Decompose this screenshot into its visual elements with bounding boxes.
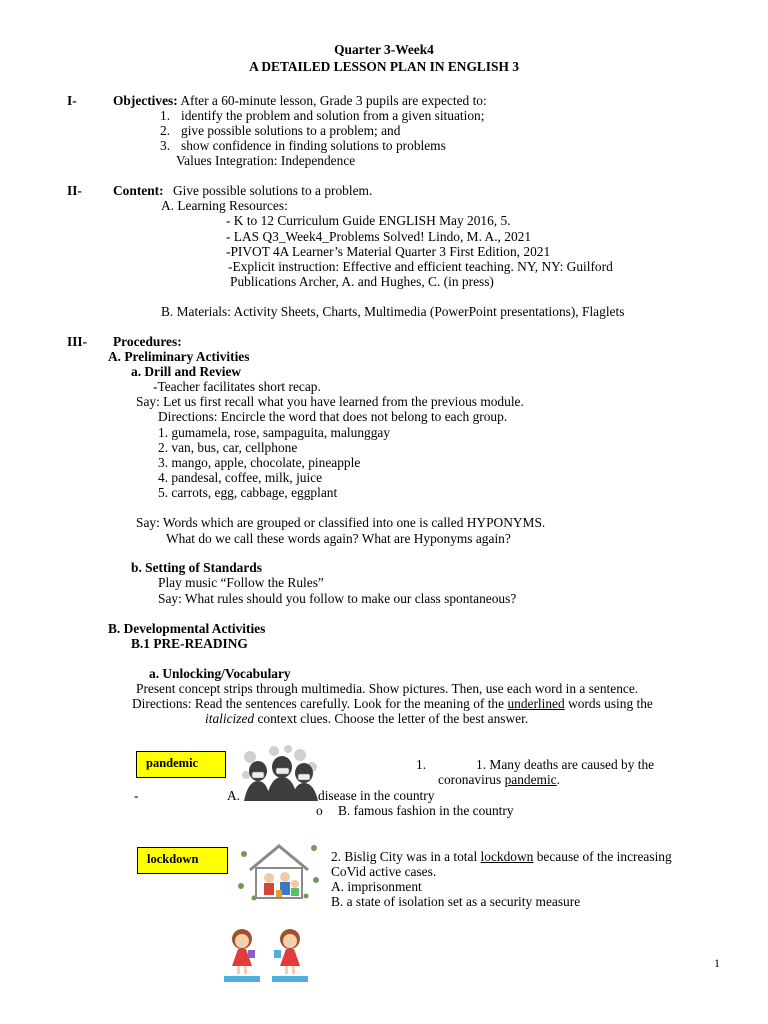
vocab-2-choice-b: B. a state of isolation set as a security measure (331, 894, 581, 909)
vocab-1-sentence-line: 1. Many deaths are caused by the (476, 757, 655, 772)
directions-vocabulary: Directions: Read the sentences carefully. Look for the meaning of the underlined words using the (132, 696, 653, 711)
content-label: Content: (113, 183, 164, 198)
objective-item-1: identify the problem and solution from a given situation; (181, 108, 485, 123)
vocab-tag-pandemic: pandemic (136, 751, 226, 778)
group-item-4: 4. pandesal, coffee, milk, juice (158, 470, 323, 485)
say-rules: Say: What rules should you follow to make our class spontaneous? (158, 591, 517, 606)
vocab-1-bullet: o (316, 803, 323, 818)
directions-italic-word: italicized (205, 711, 255, 726)
group-item-1: 1. gumamela, rose, sampaguita, malunggay (158, 425, 391, 440)
setting-standards-title: b. Setting of Standards (131, 560, 262, 575)
directions-encircle: Directions: Encircle the word that does not belong to each group. (158, 409, 508, 424)
masked-people-image (240, 745, 320, 801)
objective-number-2: 2. (160, 123, 171, 138)
resource-2: - LAS Q3_Week4_Problems Solved! Lindo, M. A., 2021 (226, 229, 532, 244)
say-hyponyms: Say: Words which are grouped or classified into one is called HYPONYMS. (136, 515, 546, 530)
present-concept-strips: Present concept strips through multimedia. Show pictures. Then, use each word in a sentence. (136, 681, 639, 696)
play-music: Play music “Follow the Rules” (158, 575, 324, 590)
vocab-2-sentence-line (331, 849, 672, 864)
resource-3: -PIVOT 4A Learner’s Material Quarter 3 First Edition, 2021 (226, 244, 551, 259)
group-item-2: 2. van, bus, car, cellphone (158, 440, 298, 455)
lockdown-house-image (236, 840, 322, 902)
drill-review-title: a. Drill and Review (131, 364, 242, 379)
developmental-activities-title: B. Developmental Activities (108, 621, 266, 636)
directions-underlined-word: underlined (507, 696, 565, 711)
vocab-1-choice-a: disease in the country (318, 788, 435, 803)
vocab-1-dash: - (134, 788, 139, 803)
say-recall: Say: Let us first recall what you have learned from the previous module. (136, 394, 524, 409)
girls-illustration (218, 924, 316, 984)
learning-resources-title: A. Learning Resources: (161, 198, 288, 213)
content-text: Give possible solutions to a problem. (172, 183, 373, 198)
section-number-procedures: III- (67, 334, 88, 349)
section-number-content: II- (67, 183, 82, 198)
vocab-2-sentence-b: because of the increasing (536, 849, 672, 864)
vocab-2-sentence-c: CoVid active cases. (331, 864, 437, 879)
vocab-1-number-a: 1. (416, 757, 427, 772)
say-hyponyms-question: What do we call these words again? What are Hyponyms again? (166, 531, 511, 546)
vocab-1-sentence-a: Many deaths are caused by the (489, 757, 655, 772)
page-number: 1 (714, 956, 720, 970)
resource-1: - K to 12 Curriculum Guide ENGLISH May 2016, 5. (226, 213, 511, 228)
objective-item-3: show confidence in finding solutions to problems (181, 138, 446, 153)
procedures-label: Procedures: (113, 334, 182, 349)
vocab-1-underlined-word: pandemic (504, 772, 557, 787)
vocab-1-sentence-b: coronavirus (438, 772, 502, 787)
objectives-intro: After a 60-minute lesson, Grade 3 pupils are expected to: (180, 93, 487, 108)
unlocking-vocabulary-title: a. Unlocking/Vocabulary (149, 666, 291, 681)
preliminary-activities-title: A. Preliminary Activities (108, 349, 250, 364)
group-item-3: 3. mango, apple, chocolate, pineapple (158, 455, 361, 470)
objectives-line (113, 93, 487, 108)
page-title: A DETAILED LESSON PLAN IN ENGLISH 3 (249, 59, 519, 74)
vocab-1-sentence-line-2: coronavirus pandemic. (438, 772, 560, 787)
objective-number-1: 1. (160, 108, 171, 123)
directions-vocabulary-cont: italicized context clues. Choose the letter of the best answer. (205, 711, 529, 726)
values-integration: Values Integration: Independence (176, 153, 356, 168)
vocab-2-underlined-word: lockdown (480, 849, 534, 864)
materials: B. Materials: Activity Sheets, Charts, Multimedia (PowerPoint presentations), Flaglets (161, 304, 625, 319)
pre-reading-title: B.1 PRE-READING (131, 636, 248, 651)
recap-text: -Teacher facilitates short recap. (153, 379, 321, 394)
group-item-5: 5. carrots, egg, cabbage, eggplant (158, 485, 338, 500)
vocab-2-choice-a: A. imprisonment (331, 879, 422, 894)
objectives-label: Objectives: (113, 93, 178, 108)
content-line (113, 183, 372, 198)
resource-4: -Explicit instruction: Effective and efficient teaching. NY, NY: Guilford (228, 259, 613, 274)
vocab-1-choice-a-letter: A. (227, 788, 241, 803)
quarter-heading: Quarter 3-Week4 (334, 42, 434, 57)
objective-number-3: 3. (160, 138, 171, 153)
vocab-1-choice-b: B. famous fashion in the country (338, 803, 514, 818)
vocab-2-sentence-a: 2. Bislig City was in a total (331, 849, 478, 864)
section-number-objectives: I- (67, 93, 77, 108)
objective-item-2: give possible solutions to a problem; and (181, 123, 401, 138)
vocab-tag-lockdown: lockdown (137, 847, 228, 874)
resource-4-cont: Publications Archer, A. and Hughes, C. (in press) (230, 274, 494, 289)
